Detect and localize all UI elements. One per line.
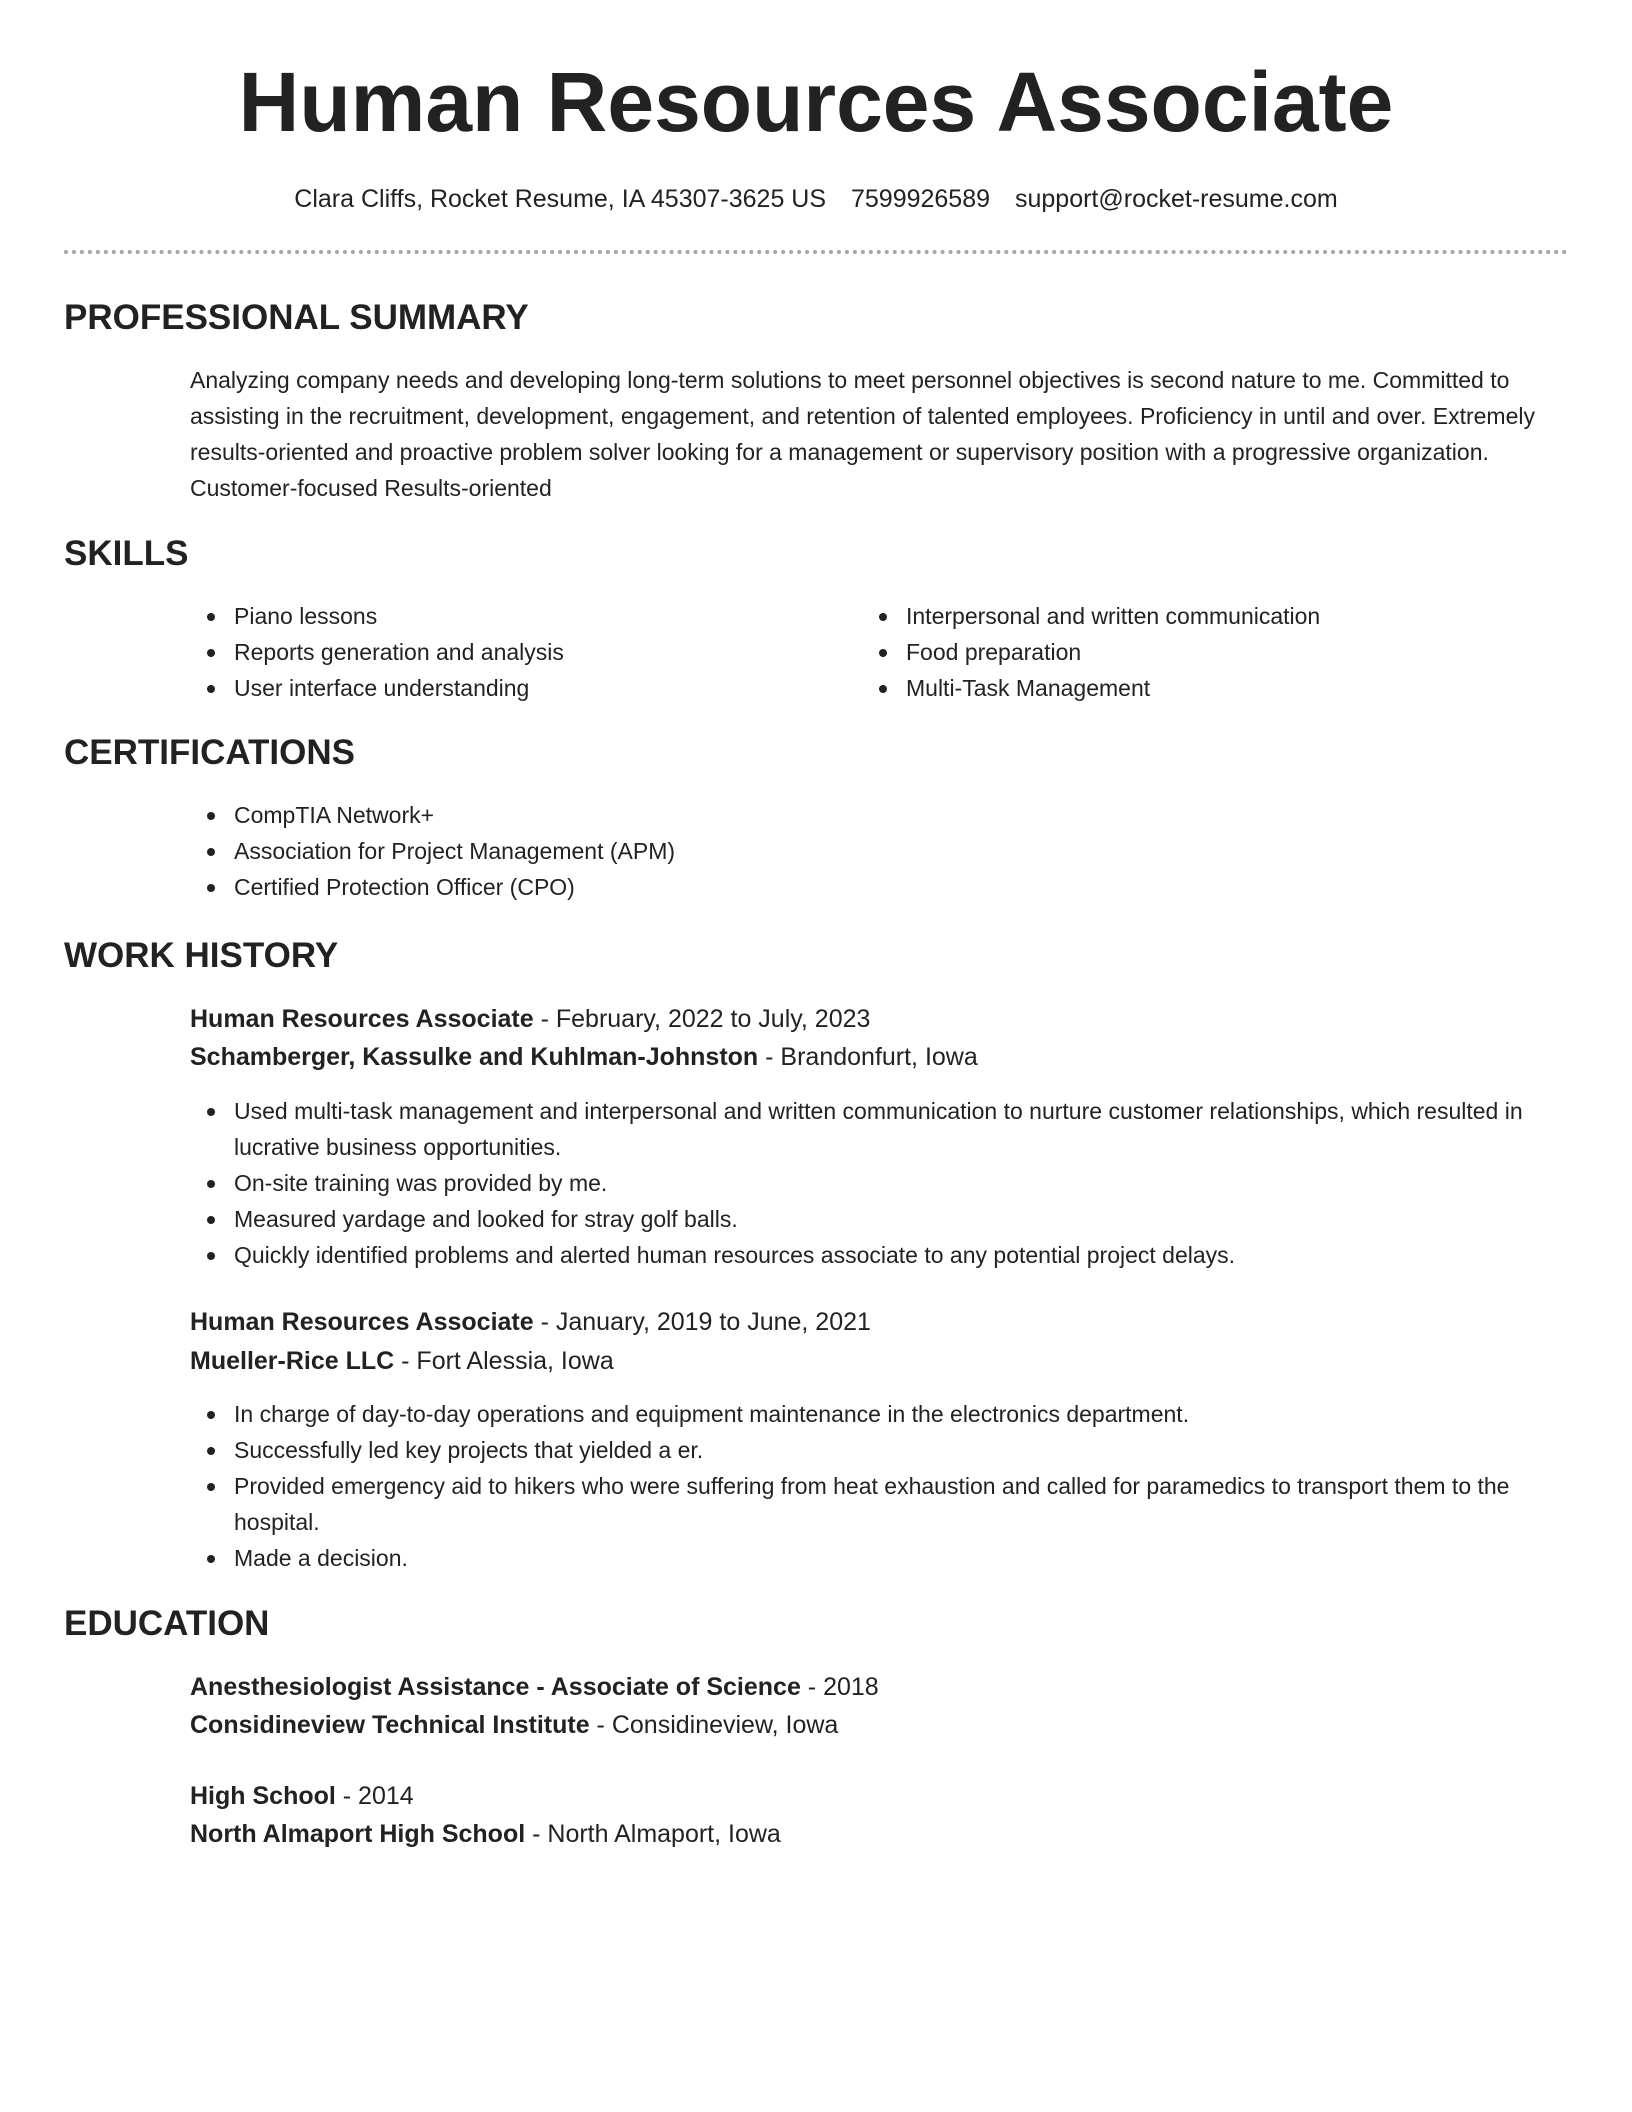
contact-email: support@rocket-resume.com [1014, 185, 1338, 213]
job-company-line [190, 1039, 978, 1075]
job-dates: - February, 2022 to July, 2023 [533, 1005, 871, 1033]
job-role: Human Resources Associate [190, 1308, 534, 1336]
skills-heading: SKILLS [64, 534, 189, 573]
skill-item: Reports generation and analysis [190, 634, 830, 670]
resume-name: Human Resources Associate [238, 55, 1394, 149]
job-dates: - January, 2019 to June, 2021 [533, 1308, 871, 1336]
education-year: - 2014 [335, 1782, 414, 1810]
job-company: Mueller-Rice LLC [190, 1347, 395, 1375]
job-bullet: In charge of day-to-day operations and equipment maintenance in the electronics department. [190, 1396, 1560, 1432]
work-history-heading: WORK HISTORY [64, 936, 339, 975]
job-bullets [190, 1396, 1560, 1576]
job-location: - Fort Alessia, Iowa [394, 1347, 614, 1375]
education-heading: EDUCATION [64, 1604, 270, 1643]
education-school-line [190, 1816, 781, 1852]
job-role: Human Resources Associate [190, 1005, 534, 1033]
job-bullet: Provided emergency aid to hikers who were suffering from heat exhaustion and called for paramedics to transport them to the hospital. [190, 1468, 1560, 1540]
summary-text: Analyzing company needs and developing long-term solutions to meet personnel objectives is second nature to me. Committed to assisting in the recruitment, development, engagement, and retention of talented employees. Proficiency in until and over. Extremely results-oriented and proactive problem solver looking for a management or supervisory position with a progressive organization. Customer-focused Results-oriented [190, 367, 1535, 501]
job-bullet: Measured yardage and looked for stray golf balls. [190, 1201, 1560, 1237]
skill-item: Interpersonal and written communication [862, 598, 1542, 634]
job-bullets [190, 1093, 1560, 1273]
certification-item: Certified Protection Officer (CPO) [190, 869, 1490, 905]
job-bullet: On-site training was provided by me. [190, 1165, 1560, 1201]
education-school: Considineview Technical Institute [190, 1711, 590, 1739]
education-degree-line [190, 1669, 879, 1705]
education-degree: High School [190, 1782, 336, 1810]
education-degree: Anesthesiologist Assistance - Associate of Science [190, 1673, 801, 1701]
job-company-line [190, 1343, 614, 1379]
job-bullet: Quickly identified problems and alerted human resources associate to any potential project delays. [190, 1237, 1560, 1273]
contact-address: Clara Cliffs, Rocket Resume, IA 45307-3625 US [294, 185, 827, 213]
certifications-heading: CERTIFICATIONS [64, 733, 356, 772]
skills-list-right [862, 598, 1542, 706]
job-bullet: Successfully led key projects that yielded a er. [190, 1432, 1560, 1468]
skill-item: Multi-Task Management [862, 670, 1542, 706]
contact-phone: 7599926589 [850, 185, 991, 213]
skill-item: Piano lessons [190, 598, 830, 634]
education-degree-line [190, 1778, 414, 1814]
job-bullet: Used multi-task management and interpersonal and written communication to nurture customer relationships, which resulted in lucrative business opportunities. [190, 1093, 1560, 1165]
summary-heading: PROFESSIONAL SUMMARY [64, 298, 529, 337]
certification-item: CompTIA Network+ [190, 797, 1490, 833]
skill-item: Food preparation [862, 634, 1542, 670]
education-school: North Almaport High School [190, 1820, 526, 1848]
education-year: - 2018 [800, 1673, 879, 1701]
job-company: Schamberger, Kassulke and Kuhlman-Johnston [190, 1043, 759, 1071]
contact-line [0, 181, 1632, 217]
education-location: - North Almaport, Iowa [525, 1820, 781, 1848]
job-title-line [190, 1304, 871, 1340]
certification-item: Association for Project Management (APM) [190, 833, 1490, 869]
job-bullet: Made a decision. [190, 1540, 1560, 1576]
skill-item: User interface understanding [190, 670, 830, 706]
header-divider [64, 250, 1568, 254]
education-school-line [190, 1707, 838, 1743]
job-location: - Brandonfurt, Iowa [758, 1043, 978, 1071]
certifications-list [190, 797, 1490, 905]
education-location: - Considineview, Iowa [589, 1711, 839, 1739]
job-title-line [190, 1001, 870, 1037]
skills-list-left [190, 598, 830, 706]
